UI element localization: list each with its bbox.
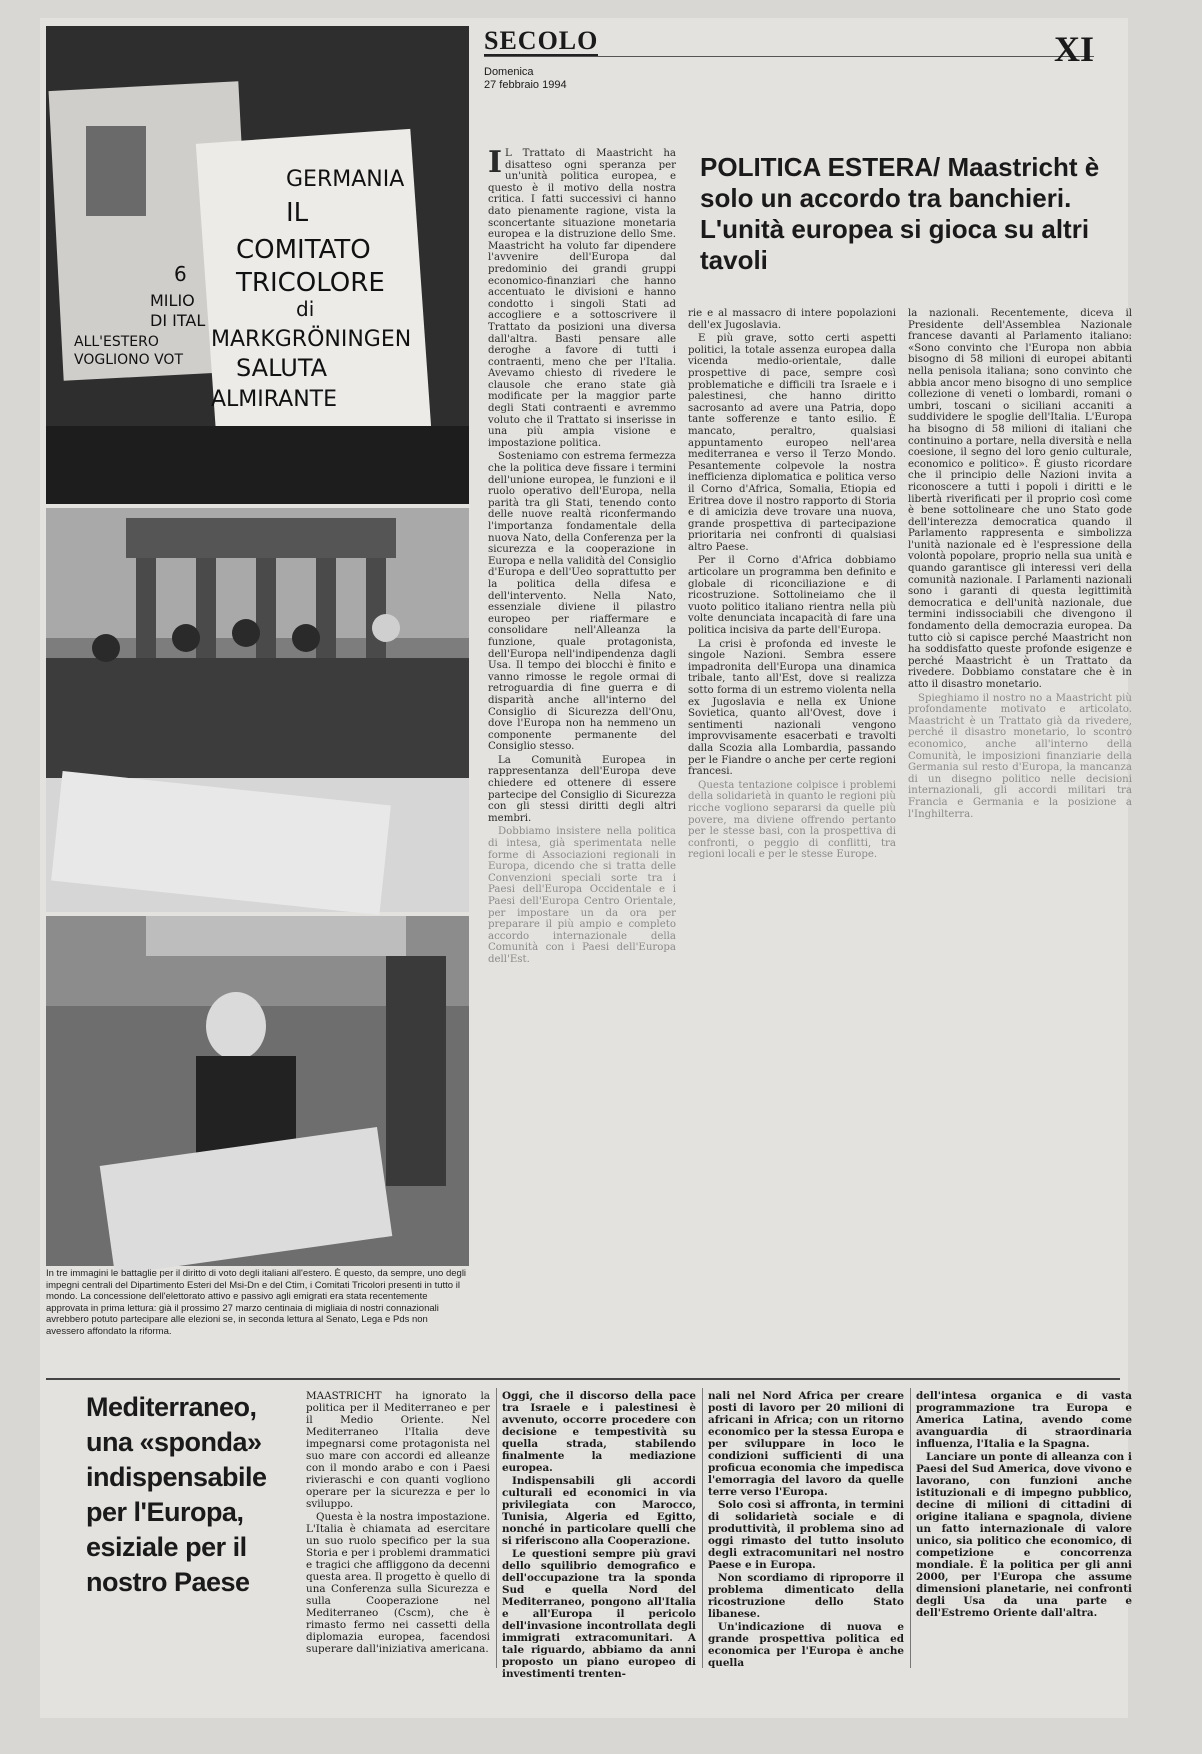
masthead-logo: SECOLO bbox=[484, 26, 599, 55]
paragraph: Le questioni sempre più gravi dello squilibrio demografico e dell'occupazione tra la sponda Sud e quella Nord del Mediterraneo, pongono all'Italia e all'Europa il pericolo dell'invasione incontrollata degli immigrati extracomunitari. A tale riguardo, abbiamo da anni proposto un piano europeo di investimenti trenten- bbox=[502, 1548, 696, 1680]
column-rule bbox=[702, 1388, 703, 1668]
photo-brandenburg-gate bbox=[46, 508, 469, 912]
paragraph: Sosteniamo con estrema fermezza che la politica deve fissare i termini dell'unione europea, le funzioni e il ruolo operativo dell'Europa, nella parità tra gli Stati, tenendo conto delle nuove realtà riconfermando l'importanza fondamentale della nuova Nato, della Conferenza per la sicurezza e la cooperazione in Europa e nella validità del Consiglio d'Europa e dell'Ueo soprattutto per la politica della difesa e dell'intervento. Nella Nato, essenziale diviene il pilastro europeo per riaffermare e consolidare nell'Alleanza la funzione, quale protagonista, dell'Europa nell'indipendenza dagli Usa. Il tempo dei blocchi è finito e vanno rimosse le regole ormai di retroguardia di fine guerra e di disparità anche all'interno del Consiglio di Sicurezza dell'Onu, dove l'Europa non ha nemmeno un componente permanente del Consiglio stesso. bbox=[488, 451, 676, 753]
masthead-day: Domenica bbox=[484, 66, 534, 78]
masthead-date: 27 febbraio 1994 bbox=[484, 79, 567, 91]
paragraph: Per il Corno d'Africa dobbiamo articolare un programma ben definito e globale di riconciliazione e di ricostruzione. Sottolineiamo che il vuoto politico italiano rientra nella più volte denunciata incapacità di fare una politica incisiva da parte dell'Europa. bbox=[688, 555, 896, 637]
sign-text-2: IL bbox=[286, 198, 309, 228]
column-rule bbox=[496, 1388, 497, 1668]
paragraph: Questa tentazione colpisce i problemi della solidarietà in quanto le regioni più ricche vogliono separarsi da quelle più povere, ma diviene offrendo pertanto per le stesse basi, con la prospettiva di confronti, o peggio di conflitti, tra regioni locali e per le stesse Europe. bbox=[688, 779, 896, 861]
sign-text-4: TRICOLORE bbox=[236, 268, 385, 298]
sign-text-6: MARKGRÖNINGEN bbox=[211, 327, 412, 352]
paragraph: La crisi è profonda ed investe le singole Nazioni. Sembra essere impadronita dell'Europa una dinamica tribale, tanto all'Est, dove si realizza sotto forma di un estremo violenta nella ex Jugoslavia e nella ex Unione Sovietica, quanto all'Ovest, dove i sentimenti nazionali vengono improvvisamente esacerbati e travolti dalla Scozia alla Lombardia, passando per le Fiandre o anche per certe regioni francesi. bbox=[688, 638, 896, 778]
left-sign-c: DI ITAL bbox=[150, 311, 206, 330]
paragraph: MAASTRICHT ha ignorato la politica per il Mediterraneo e per il Medio Oriente. Nel Mediterraneo l'Italia deve impegnarsi come protagonista nel suo mare con accordi ed alleanze con il mondo arabo e con i Paesi rivieraschi e con quanti vogliono operare per la sicurezza e per lo sviluppo. bbox=[306, 1390, 490, 1510]
paragraph: Dobbiamo insistere nella politica di intesa, già sperimentata nelle forme di Associazioni regionali in Europa, dicendo che si tratta delle Convenzioni speciali sorte tra i Paesi dell'Europa Occidentale e i Paesi dell'Europa Centro Orientale, per impostare un da ora per preparare il più ampio e completo accordo internazionale della Comunità con i Paesi dell'Europa dell'Est. bbox=[488, 826, 676, 965]
paragraph: dell'intesa organica e di vasta programmazione tra Europa e America Latina, avendo come avanguardia di straordinaria influenza, l'Italia e la Spagna. bbox=[916, 1390, 1132, 1450]
bottom-headline: Mediterraneo, una «sponda» indispensabile per l'Europa, esiziale per il nostro Paese bbox=[86, 1392, 267, 1597]
photo-column bbox=[46, 26, 469, 1266]
paragraph: E più grave, sotto certi aspetti politici, la totale assenza europea dalla vicenda medio-orientale, dalle prospettive di pace, sempre così problematiche e difficili tra Israele e i palestinesi, che hanno diritto sacrosanto ad avere una Patria, dopo tante sofferenze e tanto esilio. È mancato, peraltro, qualsiasi appuntamento europeo nell'area mediterranea e verso il Terzo Mondo. Pesantemente colpevole la nostra inefficienza diplomatica e politica verso il Corno d'Africa, Somalia, Etiopia ed Eritrea dove il nostro rapporto di Storia e di amicizia deve trovare una nuova, grande prospettiva di partecipazione prioritaria nei confronti di qualsiasi altro Paese. bbox=[688, 333, 896, 553]
paragraph: Solo così si affronta, in termini di solidarietà sociale e di produttività, il problema sino ad oggi rimasto del tutto insoluto degli extracomunitari nel nostro Paese e in Europa. bbox=[708, 1499, 904, 1571]
left-sign-b: MILIO bbox=[150, 291, 195, 310]
article-column-1 bbox=[488, 145, 676, 1288]
sign-text-7: SALUTA bbox=[236, 354, 328, 382]
masthead-rule bbox=[484, 56, 1094, 57]
main-headline: POLITICA ESTERA/ Maastricht è solo un accordo tra banchieri. L'unità europea si gioca su altri tavoli bbox=[700, 152, 1100, 275]
bottom-column-2 bbox=[502, 1390, 696, 1680]
article-column-3 bbox=[908, 308, 1132, 1288]
bottom-column-4 bbox=[916, 1390, 1132, 1670]
article-column-2 bbox=[688, 308, 896, 1288]
left-sign-a: 6 bbox=[174, 262, 187, 286]
paragraph: rie e al massacro di intere popolazioni dell'ex Jugoslavia. bbox=[688, 308, 896, 331]
sign-text-8: ALMIRANTE bbox=[211, 387, 338, 412]
paragraph: Non scordiamo di riproporre il problema dimenticato della ricostruzione dello Stato libanese. bbox=[708, 1572, 904, 1620]
left-sign-d: ALL'ESTERO bbox=[74, 334, 159, 350]
section-divider bbox=[46, 1378, 1120, 1380]
paragraph: Lanciare un ponte di alleanza con i Paesi del Sud America, dove vivono e lavorano, con funzioni anche istituzionali e di impegno pubblico, decine di milioni di cittadini di origine italiana e spagnola, diviene un fatto internazionale di valore unico, sia politico che economico, di competizione e concorrenza mondiale. È la politica per gli anni 2000, per l'Europa che assume dimensioni planetarie, nei confronti degli Usa da una parte e dell'Estremo Oriente dall'altra. bbox=[916, 1451, 1132, 1619]
sign-text-5: di bbox=[296, 297, 315, 321]
paragraph: La Comunità Europea in rappresentanza dell'Europa deve chiedere ed ottenere di essere partecipe del Consiglio di Sicurezza con gli stessi diritti degli altri membri. bbox=[488, 754, 676, 824]
paragraph: Un'indicazione di nuova e grande prospettiva politica ed economica per l'Europa è anche quella bbox=[708, 1621, 904, 1669]
newspaper-page bbox=[40, 18, 1132, 1718]
paragraph: I L Trattato di Maastricht ha disatteso ogni speranza per un'unità politica europea, e questo è il motivo della nostra critica. I fatti successivi ci hanno dato pienamente ragione, vista la sconcertante situazione monetaria europea e la distruzione dello Sme. Maastricht ha voluto far dipendere l'avvenire dell'Europa dal predominio dei grandi gruppi economico-finanziari che hanno accentuato le divisioni e hanno condotto i singoli Stati ad accogliere e a sottoscrivere il Trattato da posizioni una diversa dall'altra. Basti pensare alle deroghe a favore di tutti i contraenti, meno che per l'Italia. Avevamo chiesto di rivedere le clausole che erano state già modificate per la maggior parte degli Stati contraenti e avremmo voluto che il Trattato si inserisse in una più ampia visione e impostazione politica. bbox=[488, 145, 676, 449]
sign-text-3: COMITATO bbox=[236, 235, 371, 265]
column-rule bbox=[910, 1388, 911, 1668]
paragraph: nali nel Nord Africa per creare posti di lavoro per 20 milioni di africani in Africa; con un ritorno economico per la stessa Europa e per sviluppare in loco le condizioni sufficienti di una proficua economia che impedisca l'emorragia del lavoro da quelle terre verso l'Europa. bbox=[708, 1390, 904, 1498]
paragraph: Questa è la nostra impostazione. L'Italia è chiamata ad esercitare un suo ruolo specifico per la sua Storia e per i problemi drammatici e tragici che affliggono da decenni questa area. Il progetto è quello di una Conferenza sulla Sicurezza e sulla Cooperazione nel Mediterraneo (Cscm), che è rimasto fermo nei cassetti della diplomazia europea, facendosi superare dall'iniziativa americana. bbox=[306, 1511, 490, 1655]
photo-signs bbox=[46, 26, 469, 504]
paragraph: Spieghiamo il nostro no a Maastricht più profondamente motivato e articolato. Maastricht è un Trattato già da rivedere, perché il disastro monetario, lo scontro economico, anche all'interno della Comunità, le imposizioni finanziarie della Germania sul resto d'Europa, la mancanza di un disegno politico nelle decisioni internazionali, gli accordi militari tra Francia e Germania e la posizione a l'Inghilterra. bbox=[908, 692, 1132, 820]
drop-cap: I bbox=[488, 145, 503, 180]
paragraph: Indispensabili gli accordi culturali ed economici in via privilegiata con Marocco, Tunisia, Algeria ed Egitto, nonché in particolare quelli che si riferiscono alla Cooperazione. bbox=[502, 1475, 696, 1547]
bottom-column-3 bbox=[708, 1390, 904, 1670]
paragraph: Oggi, che il discorso della pace tra Israele e i palestinesi è avvenuto, occorre procedere con decisione e tempestività su quella strada, stabilendo finalmente la mediazione europea. bbox=[502, 1390, 696, 1474]
sign-text-1: GERMANIA bbox=[286, 167, 405, 192]
photo-caption: In tre immagini le battaglie per il diritto di voto degli italiani all'estero. È questo, da sempre, uno degli impegni centrali del Dipartimento Esteri del Msi-Dn e del Ctim, i Comitati Tricolori presenti in tutto il mondo. La concessione dell'elettorato attivo e passivo agli emigrati era stata recentemente approvata in prima lettura: già il prossimo 27 marzo centinaia di migliaia di nostri connazionali avrebbero potuto partecipare alle elezioni se, in seconda lettura al Senato, Lega e Pds non avessero affondato la riforma. bbox=[46, 1268, 467, 1337]
left-sign-e: VOGLIONO VOT bbox=[74, 352, 183, 368]
paragraph: la nazionali. Recentemente, diceva il Presidente dell'Assemblea Nazionale francese davanti al Parlamento italiano: «Sono convinto che l'Europa non abbia bisogno di 58 milioni di europei abitanti nella penisola italiana; sono convinto che abbia ancor meno bisogno di uno semplice collezione di veneti o lombardi, romani o umbri, toscani o siciliani accaniti a suddividere le spoglie dell'Italia. L'Europa ha bisogno di 58 milioni di italiani che continuino a portare, nella diversità e nella coesione, il segno del loro genio culturale, economico e politico». È giusto ricordare che il principio delle Nazioni invita a riconoscere a tutti i popoli i diritti e le libertà riverificati per il proprio così come è bene sottolineare che uno Stato gode dell'interezza democratica quando il Parlamento rappresenta e simbolizza l'unità nazionale ed è l'espressione della volontà popolare, proprio nella sua unità e quando garantisce gli interessi veri della comunità nazionale. I Parlamenti nazionali sono i garanti di questa legittimità democratica e dell'unità nazionale, due termini indissociabili che divengono il fondamento della democrazia europea. Da tutto ciò si capisce perché Maastricht non ha soddisfatto queste profonde esigenze e perché Maastricht è un Trattato da rivedere. Dobbiamo constatare che è in atto il disastro monetario. bbox=[908, 308, 1132, 690]
bottom-column-1 bbox=[306, 1390, 490, 1670]
photo-woman-writing bbox=[46, 916, 469, 1266]
page-number: XI bbox=[1053, 29, 1094, 69]
